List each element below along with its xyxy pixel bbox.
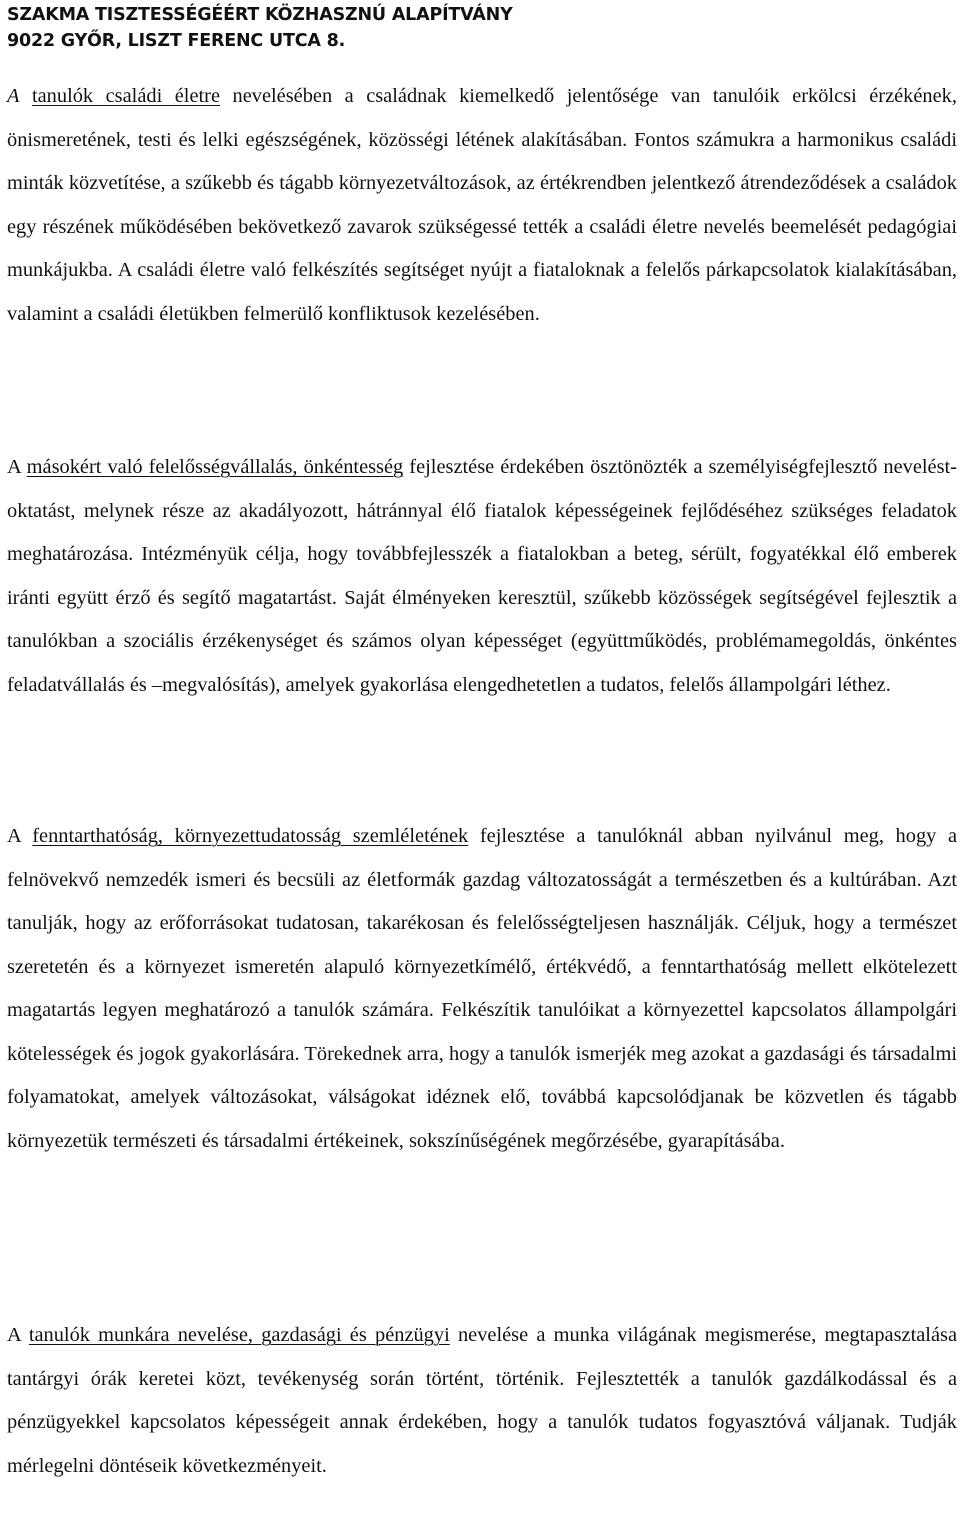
letterhead-organization-name: SZAKMA TISZTESSÉGÉÉRT KÖZHASZNÚ ALAPÍTVÁNY [7,5,513,25]
letterhead-address: 9022 GYŐR, LISZT FERENC UTCA 8. [7,31,346,51]
paragraph-topic: másokért való felelősségvállalás, önkéntesség [26,456,404,478]
paragraph-lead: A [7,825,33,847]
paragraph-lead: A [7,456,27,478]
paragraph-sustainability [7,815,957,1163]
paragraph-topic: tanulók munkára nevelése, gazdasági és pénzügyi [28,1324,450,1346]
paragraph-lead: A [7,85,20,107]
paragraph-lead: A [7,1324,29,1346]
paragraph-text: fejlesztése érdekében ösztönözték a személyiségfejlesztő nevelést-oktatást, melynek része az akadályozott, hátránnyal élő fiatalok képességeinek fejlődéséhez szükséges feladatok meghatározása. Intézményük célja, hogy továbbfejlesszék a fiatalokban a beteg, sérült, fogyatékkal élő emberek iránti együtt érző és segítő magatartást. Saját élményeken keresztül, szűkebb közösségek segítségével fejlesztik a tanulókban a szociális érzékenységet és számos olyan képességet (együttműködés, problémamegoldás, önkéntes feladatvállalás és –megvalósítás), amelyek gyakorlása elengedhetetlen a tudatos, felelős állampolgári léthez. [7,456,957,696]
paragraph-topic: fenntarthatóság, környezettudatosság szemléletének [32,825,469,847]
letterhead [7,2,513,54]
paragraph-work-financial-education [7,1314,957,1488]
paragraph-family-life-education [7,75,957,336]
paragraph-text: nevelése a munka világának megismerése, megtapasztalása tantárgyi órák keretei közt, tevékenység során történt, történik. Fejlesztették a tanulók gazdálkodással és a pénzügyekkel kapcsolatos képességeit annak érdekében, hogy a tanulók tudatos fogyasztóvá váljanak. Tudják mérlegelni döntéseik következményeit. [7,1324,957,1477]
paragraph-responsibility-volunteering [7,446,957,707]
paragraph-text: nevelésében a családnak kiemelkedő jelentősége van tanulóik erkölcsi érzékének, önismeretének, testi és lelki egészségének, közösségi létének alakításában. Fontos számukra a harmonikus családi minták közvetítése, a szűkebb és tágabb környezetváltozások, az értékrendben jelentkező átrendeződések a családok egy részének működésében bekövetkező zavarok szükségessé tették a családi életre nevelés beemelését pedagógiai munkájukba. A családi életre való felkészítés segítséget nyújt a fiataloknak a felelős párkapcsolatok kialakításában, valamint a családi életükben felmerülő konfliktusok kezelésében. [7,85,957,325]
paragraph-topic: tanulók családi életre [31,85,221,107]
paragraph-text: fejlesztése a tanulóknál abban nyilvánul meg, hogy a felnövekvő nemzedék ismeri és becsüli az életformák gazdag változatosságát a természetben és a kultúrában. Azt tanulják, hogy az erőforrásokat tudatosan, takarékosan és felelősségteljesen használják. Céljuk, hogy a természet szeretetén és a környezet ismeretén alapuló környezetkímélő, értékvédő, a fenntarthatóság mellett elkötelezett magatartás legyen meghatározó a tanulók számára. Felkészítik tanulóikat a környezettel kapcsolatos állampolgári kötelességek és jogok gyakorlására. Törekednek arra, hogy a tanulók ismerjék meg azokat a gazdasági és társadalmi folyamatokat, amelyek változásokat, válságokat idéznek elő, továbbá kapcsolódjanak be közvetlen és tágabb környezetük természeti és társadalmi értékeinek, sokszínűségének megőrzésébe, gyarapításába. [7,825,958,1152]
